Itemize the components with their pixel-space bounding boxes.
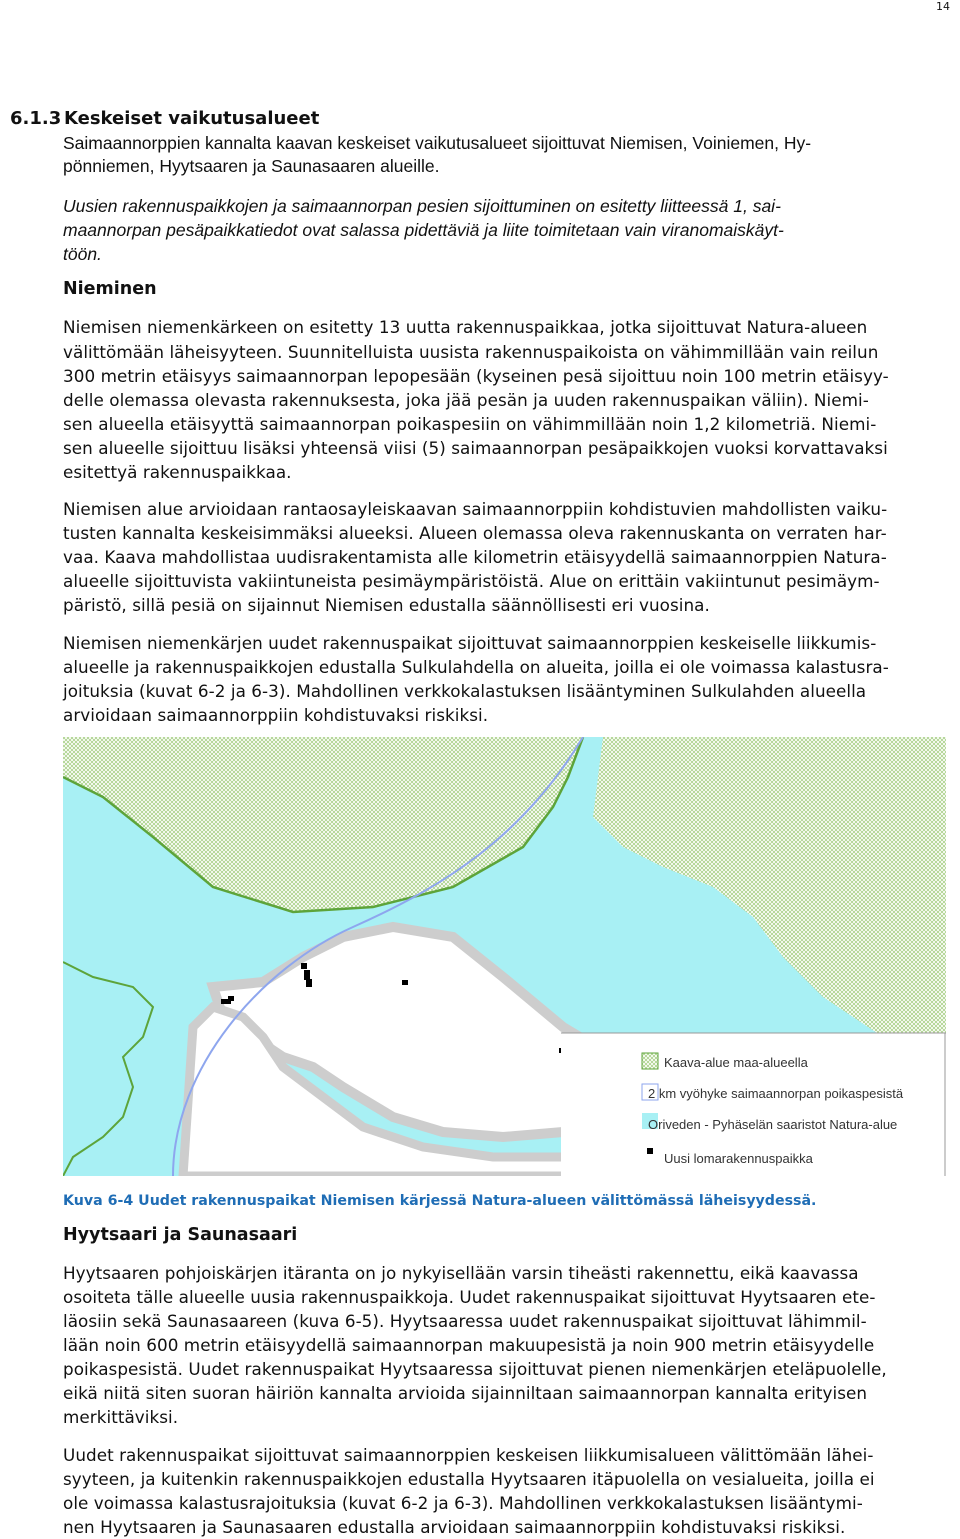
body-line: päristö, sillä pesiä on sijainnut Niemisen edustalla säännöllisesti eri vuosina. <box>63 595 710 615</box>
body-line: lään noin 600 metrin etäisyydellä saimaannorpan makuupesistä ja noin 900 metrin etäisyydelle <box>63 1335 875 1355</box>
site-marker <box>306 979 312 987</box>
hyytsaari-heading: Hyytsaari ja Saunasaari <box>63 1225 298 1245</box>
body-line: osoiteta tälle alueelle uusia rakennuspaikkoja. Uudet rakennuspaikat sijoittuvat Hyytsaaren ete- <box>63 1287 876 1307</box>
legend-swatch <box>642 1053 658 1069</box>
body-line: alueelle ja rakennuspaikkojen edustalla Sulkulahdella on alueita, joilla ei ole voimassa kalastusra- <box>63 657 889 677</box>
map-figure <box>63 737 946 1176</box>
body-line: 300 metrin etäisyys saimaannorpan lepopesään (kyseinen pesä sijoittuu noin 100 metrin etäisyy- <box>63 366 889 386</box>
body-line: esitettyä rakennuspaikkaa. <box>63 462 292 482</box>
site-marker <box>304 970 310 980</box>
section-title: Keskeiset vaikutusalueet <box>64 108 320 129</box>
body-line: välittömään läheisyyteen. Suunnitelluista uusista rakennuspaikoista on vähimmillään vain reilun <box>63 342 879 362</box>
site-marker <box>301 963 307 969</box>
body-line: joituksia (kuvat 6-2 ja 6-3). Mahdollinen verkkokalastuksen lisääntyminen Sulkulahden alueella <box>63 681 867 701</box>
body-line: Niemisen alue arvioidaan rantaosayleiskaavan saimaannorppiin kohdistuvien mahdollisten vaiku- <box>63 499 888 519</box>
legend-label: Kaava-alue maa-alueella <box>664 1055 808 1070</box>
body-line: eikä niitä siten suoran häiriön kannalta arvioida sijainniltaan saimaannorpan kannalta erityisen <box>63 1383 868 1403</box>
nieminen-heading: Nieminen <box>63 279 157 299</box>
note-line: Uusien rakennuspaikkojen ja saimaannorpan pesien sijoittuminen on esitetty liitteessä 1, sai- <box>63 196 781 216</box>
body-line: Hyytsaaren pohjoiskärjen itäranta on jo nykyisellään varsin tiheästi rakennettu, eikä kaavassa <box>63 1263 859 1283</box>
intro-line: pönniemen, Hyytsaaren ja Saunasaaren alueille. <box>63 156 440 176</box>
legend-label: 2 km vyöhyke saimaannorpan poikaspesistä <box>648 1086 904 1101</box>
body-line: sen alueelle sijoittuu lisäksi yhteensä viisi (5) saimaannorpan pesäpaikkojen vuoksi korvattavaksi <box>63 438 888 458</box>
legend-swatch <box>647 1148 653 1154</box>
legend-label: Uusi lomarakennuspaikka <box>664 1151 813 1166</box>
body-line: poikaspesistä. Uudet rakennuspaikat Hyytsaaressa sijoittuvat pienen niemenkärjen eteläpuolelle, <box>63 1359 887 1379</box>
section-heading <box>10 108 319 129</box>
body-line: syyteen, ja kuitenkin rakennuspaikkojen edustalla Hyytsaaren itäpuolella on vesialueita, joilla ei <box>63 1469 875 1489</box>
body-line: nen Hyytsaaren ja Saunasaaren edustalla arvioidaan saimaannorppiin kohdistuvaksi riskiksi. <box>63 1517 846 1537</box>
site-marker <box>228 996 234 1001</box>
body-line: Uudet rakennuspaikat sijoittuvat saimaannorppien keskeisen liikkumisalueen välittömään lähei- <box>63 1445 874 1465</box>
body-line: merkittäviksi. <box>63 1407 179 1427</box>
body-line: vaa. Kaava mahdollistaa uudisrakentamista alle kilometrin etäisyydellä saimaannorppien Natura- <box>63 547 887 567</box>
section-number: 6.1.3 <box>10 108 62 129</box>
body-line: arvioidaan saimaannorppiin kohdistuvaksi riskiksi. <box>63 705 489 725</box>
site-marker <box>402 980 408 985</box>
body-line: Niemisen niemenkärkeen on esitetty 13 uutta rakennuspaikkaa, jotka sijoittuvat Natura-alueen <box>63 317 868 337</box>
body-line: ole voimassa kalastusrajoituksia (kuvat 6-2 ja 6-3). Mahdollinen verkkokalastuksen lisääntymi- <box>63 1493 863 1513</box>
figure-caption: Kuva 6-4 Uudet rakennuspaikat Niemisen kärjessä Natura-alueen välittömässä läheisyydessä. <box>63 1193 817 1209</box>
page-number: 14 <box>936 0 950 13</box>
intro-line: Saimaannorppien kannalta kaavan keskeiset vaikutusalueet sijoittuvat Niemisen, Voiniemen, Hy- <box>63 133 812 153</box>
body-line: Niemisen niemenkärjen uudet rakennuspaikat sijoittuvat saimaannorppien keskeiselle liikkumis- <box>63 633 877 653</box>
body-line: tusten kannalta keskeisimmäksi alueeksi. Alueen olemassa oleva rakennuskanta on verraten har- <box>63 523 887 543</box>
body-line: sen alueella etäisyyttä saimaannorpan poikaspesiin on vähimmillään noin 1,2 kilometriä. Niemi- <box>63 414 877 434</box>
body-line: delle olemassa olevasta rakennuksesta, joka jää pesän ja uuden rakennuspaikan väliin). Niemi- <box>63 390 869 410</box>
note-line: töön. <box>63 244 102 264</box>
body-line: alueelle sijoittuvista vakiintuneista pesimäympäristöistä. Alue on erittäin vakiintunut pesimäym- <box>63 571 880 591</box>
note-line: maannorpan pesäpaikkatiedot ovat salassa pidettäviä ja liite toimitetaan vain viranomaiskäyt- <box>63 220 784 240</box>
legend-label: Oriveden - Pyhäselän saaristot Natura-alue <box>648 1117 898 1132</box>
map-svg <box>63 737 946 1176</box>
map-legend <box>561 1033 946 1176</box>
body-line: läosiin sekä Saunasaareen (kuva 6-5). Hyytsaaressa uudet rakennuspaikat sijoittuvat lähimmil- <box>63 1311 867 1331</box>
